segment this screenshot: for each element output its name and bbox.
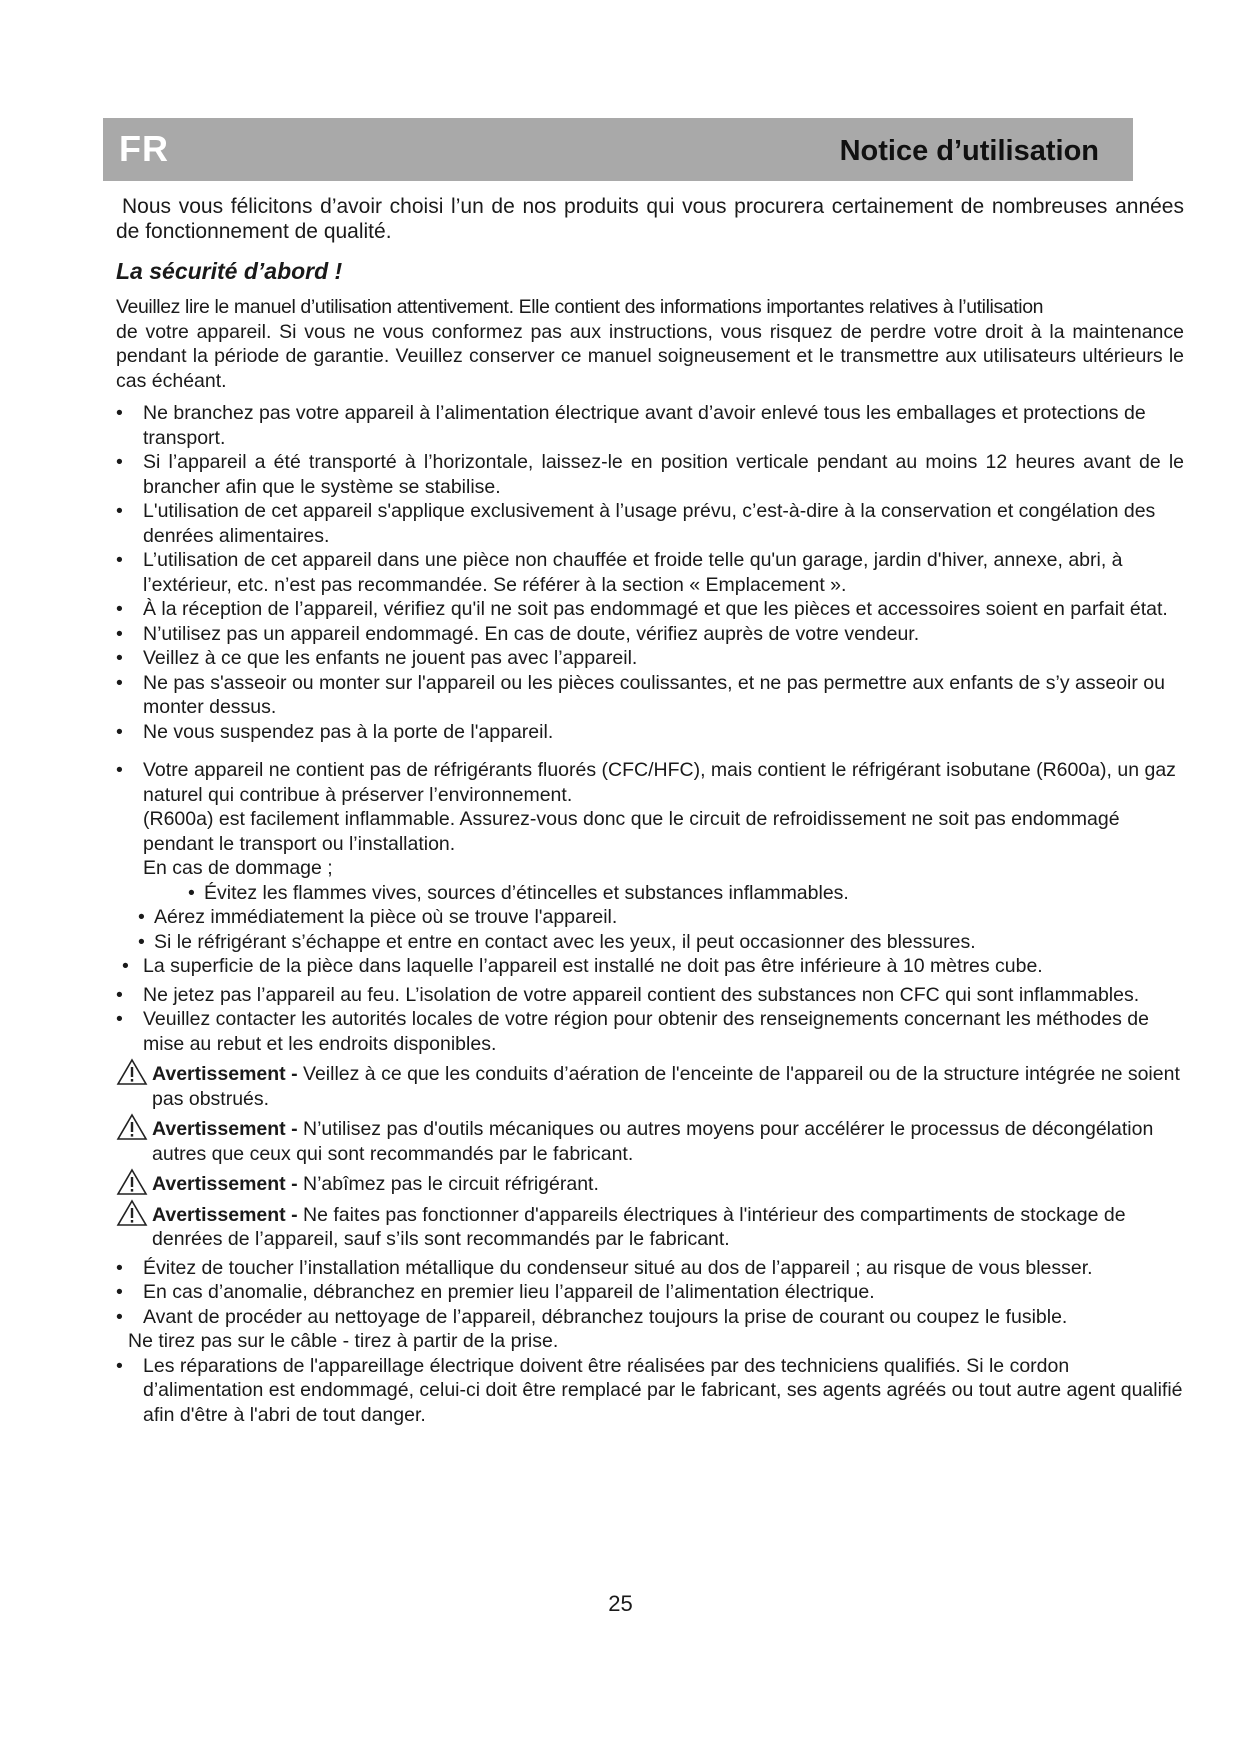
damage-sub-item: • Évitez les flammes vives, sources d’étincelles et substances inflammables. xyxy=(188,881,1184,906)
warnings-list xyxy=(116,1062,1184,1252)
warning-text: Veillez à ce que les conduits d’aération de l'enceinte de l'appareil ou de la structure intégrée ne soient pas obstrués. xyxy=(152,1063,1180,1110)
safety-paragraph xyxy=(116,295,1184,393)
damage-sub-item: • Si le réfrigérant s’échappe et entre en contact avec les yeux, il peut occasionner des blessures. xyxy=(138,930,1184,955)
bullet-list-b xyxy=(116,983,1184,1057)
refrigerant-line-1: • Votre appareil ne contient pas de réfrigérants fluorés (CFC/HFC), mais contient le réfrigérant isobutane (R600a), un gaz naturel qui contribue à préserver l’environnement. xyxy=(143,759,1176,806)
warning-label: Avertissement - xyxy=(152,1063,298,1085)
intro-paragraph: Nous vous félicitons d’avoir choisi l’un de nos produits qui vous procurera certainement de nombreuses années de fonctionnement de qualité. xyxy=(116,195,1184,243)
list-item: • Si l’appareil a été transporté à l’horizontale, laissez-le en position verticale pendant au moins 12 heures avant de le brancher afin que le système se stabilise. xyxy=(116,450,1184,499)
list-item: • À la réception de l’appareil, vérifiez qu'il ne soit pas endommagé et que les pièces et accessoires soient en parfait état. xyxy=(116,597,1184,622)
list-item: • Ne pas s'asseoir ou monter sur l'appareil ou les pièces coulissantes, et ne pas permettre aux enfants de s’y asseoir ou monter dessus. xyxy=(116,671,1184,720)
page-number: 25 xyxy=(608,1591,633,1616)
list-item: • Avant de procéder au nettoyage de l’appareil, débranchez toujours la prise de courant ou coupez le fusible. xyxy=(116,1305,1184,1330)
list-item: • Ne branchez pas votre appareil à l’alimentation électrique avant d’avoir enlevé tous les emballages et protections de transport. xyxy=(116,401,1184,450)
list-item: • Veuillez contacter les autorités locales de votre région pour obtenir des renseignements concernant les méthodes de mise au rebut et les endroits disponibles. xyxy=(116,1007,1184,1056)
list-item: • L’utilisation de cet appareil dans une pièce non chauffée et froide telle qu'un garage, jardin d'hiver, annexe, abri, à l’extérieur, etc. n’est pas recommandée. Se référer à la section « Emplacement ». xyxy=(116,548,1184,597)
bullet-list-a xyxy=(116,401,1184,744)
warning-triangle-icon xyxy=(116,1058,148,1086)
list-item: • N’utilisez pas un appareil endommagé. En cas de doute, vérifiez auprès de votre vendeur. xyxy=(116,622,1184,647)
list-item-repairs: • Les réparations de l'appareillage électrique doivent être réalisées par des techniciens qualifiés. Si le cordon d’alimentation est endommagé, celui-ci doit être remplacé par le fabricant, ses agents agréés ou tout autre agent qualifié afin d'être à l'abri de tout danger. xyxy=(116,1354,1184,1428)
damage-sub-item: • Aérez immédiatement la pièce où se trouve l'appareil. xyxy=(138,905,1184,930)
warning-label: Avertissement - xyxy=(152,1118,298,1140)
bullet-list-c xyxy=(116,1256,1184,1330)
warning-item xyxy=(116,1172,1184,1197)
refrigerant-item xyxy=(116,758,1184,881)
refrigerant-line-3: En cas de dommage ; xyxy=(143,857,333,879)
warning-item xyxy=(116,1203,1184,1252)
list-item: • Ne vous suspendez pas à la porte de l'appareil. xyxy=(116,720,1184,745)
safety-paragraph-rest: de votre appareil. Si vous ne vous conformez pas aux instructions, vous risquez de perdre votre droit à la maintenance pendant la période de garantie. Veuillez conserver ce manuel soigneusement et le transmettre aux utilisateurs ultérieurs le cas échéant. xyxy=(116,320,1184,392)
warning-triangle-icon xyxy=(116,1113,148,1141)
list-item: • Ne jetez pas l’appareil au feu. L’isolation de votre appareil contient des substances non CFC qui sont inflammables. xyxy=(116,983,1184,1008)
warning-label: Avertissement - xyxy=(152,1203,298,1226)
list-item: • En cas d’anomalie, débranchez en premier lieu l’appareil de l’alimentation électrique. xyxy=(116,1280,1184,1305)
warning-item xyxy=(116,1062,1184,1111)
list-item: • Évitez de toucher l’installation métallique du condenseur situé au dos de l’appareil ; au risque de vous blesser. xyxy=(116,1256,1184,1281)
refrigerant-line-2: (R600a) est facilement inflammable. Assurez-vous donc que le circuit de refroidissement ne soit pas endommagé pendant le transport ou l’installation. xyxy=(143,808,1120,855)
warning-triangle-icon xyxy=(116,1168,148,1196)
warning-text: N’abîmez pas le circuit réfrigérant. xyxy=(303,1173,599,1195)
list-item-room-size: • La superficie de la pièce dans laquelle l’appareil est installé ne doit pas être inférieure à 10 mètres cube. xyxy=(122,954,1184,979)
document-title: Notice d’utilisation xyxy=(839,135,1099,167)
section-title: La sécurité d’abord ! xyxy=(116,258,343,284)
list-item: • Veillez à ce que les enfants ne jouent pas avec l’appareil. xyxy=(116,646,1184,671)
safety-paragraph-first-line: Veuillez lire le manuel d’utilisation attentivement. Elle contient des informations importantes relatives à l’utilisation xyxy=(116,296,1044,318)
main-content xyxy=(116,194,1184,1427)
warning-text: Ne faites pas fonctionner d'appareils électriques à l'intérieur des compartiments de stockage de denrées de l’appareil, sauf s’ils sont recommandés par le fabricant. xyxy=(152,1203,1126,1250)
cable-note: Ne tirez pas sur le câble - tirez à partir de la prise. xyxy=(128,1330,559,1352)
list-item: • L'utilisation de cet appareil s'applique exclusivement à l’usage prévu, c’est-à-dire à la conservation et congélation des denrées alimentaires. xyxy=(116,499,1184,548)
warning-item xyxy=(116,1117,1184,1166)
page-header xyxy=(103,118,1133,181)
language-code: FR xyxy=(119,128,169,169)
warning-triangle-icon xyxy=(116,1199,148,1227)
warning-label: Avertissement - xyxy=(152,1173,298,1195)
warning-text: N’utilisez pas d'outils mécaniques ou autres moyens pour accélérer le processus de décongélation autres que ceux qui sont recommandés par le fabricant. xyxy=(152,1118,1154,1165)
